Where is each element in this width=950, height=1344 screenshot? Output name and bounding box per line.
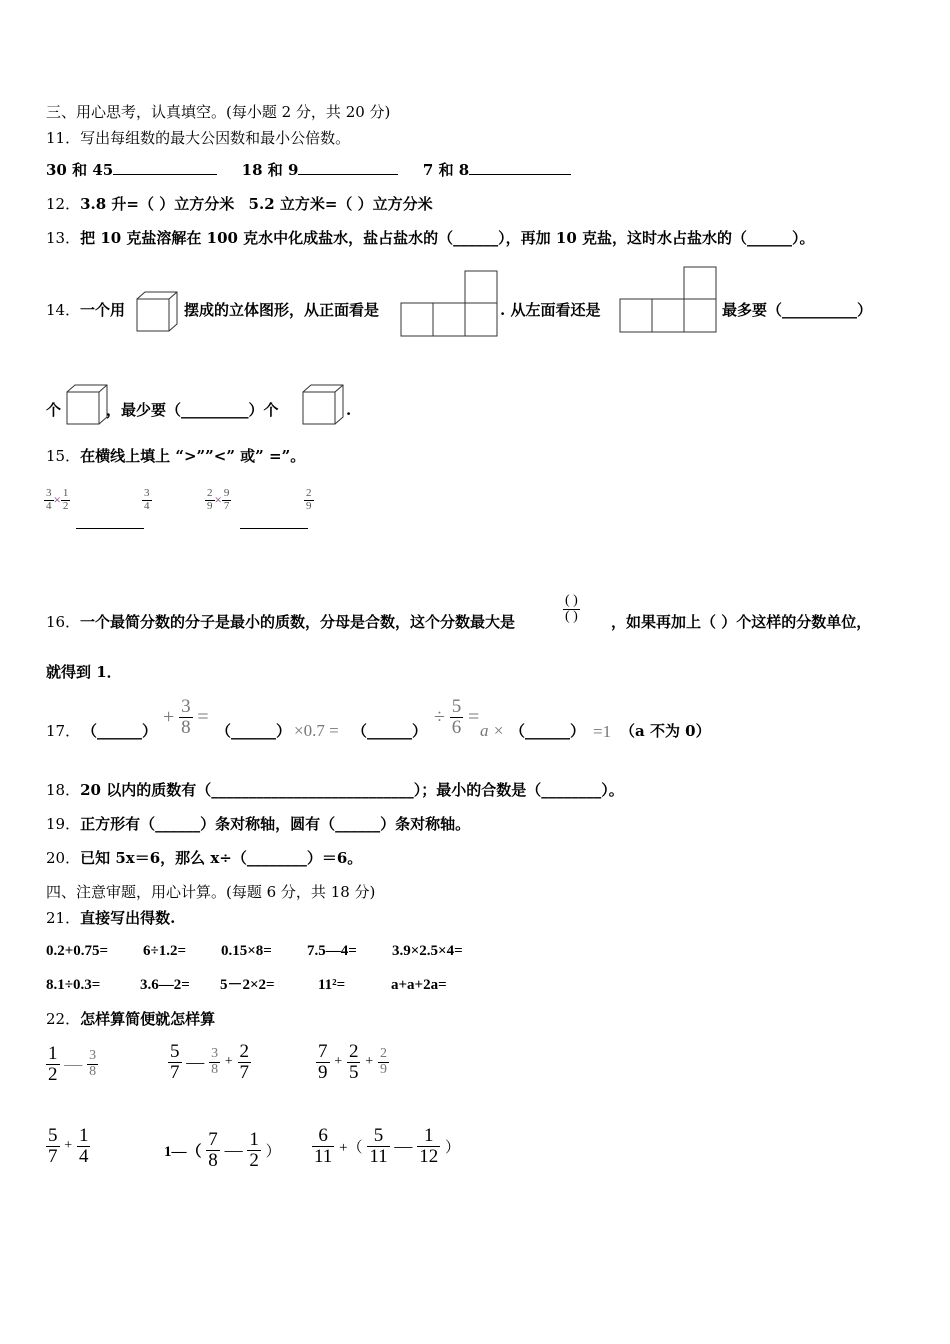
q16-line2: 就得到 1．	[46, 663, 122, 681]
q11-blank1[interactable]	[113, 160, 217, 175]
q12	[46, 194, 433, 214]
q17-blank2[interactable]: （______）	[216, 722, 292, 740]
q15-item1	[44, 488, 70, 512]
q17-blank1[interactable]: （______）	[82, 722, 158, 740]
plus-sign: +	[64, 1138, 73, 1154]
minus-sign: —	[394, 1135, 413, 1156]
fraction: $\frac{2}{9}$	[306, 487, 312, 512]
fraction: $\frac{9}{7}$	[223, 487, 230, 512]
equals-sign: =	[468, 705, 480, 728]
q21-row1-item: 0.2+0.75=	[46, 943, 109, 959]
fraction: $\frac{1}{2}$	[62, 487, 69, 512]
minus-sign: —	[224, 1139, 243, 1160]
fraction: $\frac{3}{8}$	[181, 696, 191, 738]
q14-part2: 摆成的立体图形，从正面看是	[184, 301, 380, 319]
equals-sign: =	[197, 705, 209, 728]
expr6-op1: +（	[339, 1139, 363, 1156]
fraction: $\frac{5}{7}$	[48, 1125, 58, 1167]
q14-part7: .	[346, 401, 352, 419]
divide-sign: ÷	[434, 705, 445, 728]
q22-expr2	[168, 1042, 251, 1083]
cube-icon	[135, 290, 179, 334]
q20-text: 已知 5x＝6，那么 x÷（________）＝6。	[80, 849, 363, 867]
q22-expr1	[46, 1044, 98, 1085]
q16-fraction[interactable]	[563, 594, 580, 624]
q11-number: 11．	[46, 129, 81, 147]
q17-expr1	[163, 697, 209, 738]
q15-blank2[interactable]	[240, 528, 308, 529]
q15-item1-right	[142, 488, 152, 512]
q18-text: 20 以内的质数有（___________________________）；最小的合数是（________）。	[80, 781, 624, 799]
fraction: $\frac{2}{9}$	[379, 1046, 387, 1077]
fraction: $\frac{3}{8}$	[89, 1048, 97, 1079]
q16-part2: ，如果再加上（ ）个这样的分数单位，	[611, 613, 872, 631]
q20-number: 20．	[46, 849, 81, 867]
q13-number: 13．	[46, 229, 81, 247]
q16-number: 16．	[46, 613, 81, 631]
fraction: $\frac{1}{4}$	[78, 1125, 89, 1167]
q22-expr3	[316, 1042, 389, 1083]
q22-text: 怎样算简便就怎样算	[80, 1010, 216, 1028]
fraction: $\frac{5}{11}$	[369, 1125, 388, 1167]
q11-pair3: 7 和 8	[422, 161, 470, 179]
q21-row2-item: 11²=	[318, 977, 346, 993]
q14-part4: 最多要（__________）	[722, 301, 873, 319]
fraction: $\frac{7}{8}$	[208, 1129, 218, 1171]
q14-part1: 一个用	[80, 301, 126, 319]
fraction: $\frac{2}{7}$	[239, 1041, 250, 1083]
q19-number: 19．	[46, 815, 81, 833]
fraction: $\frac{7}{9}$	[318, 1041, 328, 1083]
q21	[46, 908, 175, 928]
section3-heading: 三、用心思考，认真填空。(每小题 2 分，共 20 分)	[46, 103, 391, 121]
expr6-tail: ）	[444, 1139, 460, 1156]
plus-sign: +	[334, 1054, 343, 1070]
left-view-icon	[619, 266, 719, 334]
plus-sign: +	[365, 1054, 374, 1070]
plus-sign: +	[224, 1054, 233, 1070]
fraction: $\frac{6}{11}$	[314, 1125, 333, 1167]
minus-sign: —	[64, 1053, 83, 1074]
q21-row1-item: 3.9×2.5×4=	[392, 943, 463, 959]
q19	[46, 814, 470, 834]
q11-pairs	[46, 160, 571, 180]
q17-times: ×0.7 =	[294, 721, 339, 740]
expr5-tail: ）	[265, 1143, 281, 1160]
q22-expr6	[312, 1126, 460, 1167]
q11-blank2[interactable]	[298, 160, 398, 175]
q18-number: 18．	[46, 781, 81, 799]
q15-number: 15．	[46, 447, 81, 465]
q21-number: 21．	[46, 909, 81, 927]
q17-a-times: a ×	[480, 721, 505, 740]
q21-row2-item: a+a+2a=	[391, 977, 447, 993]
q11-pair2: 18 和 9	[241, 161, 299, 179]
q14-number: 14．	[46, 301, 81, 319]
fraction: $\frac{1}{2}$	[48, 1043, 58, 1085]
fraction: $\frac{3}{4}$	[144, 487, 150, 512]
q21-row1-item: 7.5—4=	[307, 943, 357, 959]
q21-text: 直接写出得数.	[80, 909, 176, 927]
minus-sign: —	[186, 1051, 205, 1072]
q13	[46, 228, 815, 248]
q22-expr4	[46, 1126, 90, 1167]
times-sign: ×	[214, 492, 222, 508]
q14-part3: . 从左面看还是	[500, 301, 601, 319]
q11	[46, 128, 350, 148]
q17-expr2	[434, 697, 479, 738]
fraction: $\frac{3}{4}$	[46, 487, 52, 512]
fraction: $\frac{3}{8}$	[211, 1046, 219, 1077]
q11-text: 写出每组数的最大公因数和最小公倍数。	[80, 129, 351, 147]
q17-number: 17．	[46, 722, 81, 740]
q11-blank3[interactable]	[469, 160, 571, 175]
q21-row1-item: 0.15×8=	[221, 943, 272, 959]
q17-blank3[interactable]: （______）	[352, 722, 428, 740]
q15-item2-right	[304, 488, 314, 512]
q22	[46, 1009, 215, 1029]
q12-number: 12．	[46, 195, 81, 213]
cube-icon	[65, 383, 109, 427]
front-view-icon	[400, 270, 500, 338]
q22-expr5	[164, 1130, 281, 1171]
fraction: $\frac{1}{12}$	[419, 1125, 439, 1167]
q14-part5: 个	[46, 401, 62, 419]
expr5-lead: 1—（	[164, 1143, 202, 1160]
q14-part6: ，最少要（_________）个	[106, 401, 279, 419]
q11-pair1: 30 和 45	[46, 161, 114, 179]
q21-row2-item: 5－2×2=	[220, 977, 275, 993]
q15	[46, 446, 305, 466]
q16-frac-den: ( )	[565, 608, 578, 624]
plus-sign: +	[163, 705, 175, 728]
q15-item2	[205, 488, 231, 512]
q12-part2: 5.2 立方米=（ ）立方分米	[248, 195, 433, 213]
q15-text: 在横线上填上 “>””<” 或” =”。	[80, 447, 306, 465]
q16-part1: 一个最简分数的分子是最小的质数，分母是合数，这个分数最大是	[80, 613, 516, 631]
fraction: $\frac{2}{5}$	[348, 1041, 359, 1083]
q15-blank1[interactable]	[76, 528, 144, 529]
q22-number: 22．	[46, 1010, 81, 1028]
q21-row2-item: 8.1÷0.3=	[46, 977, 101, 993]
q12-part1: 3.8 升=（ ）立方分米	[80, 195, 235, 213]
fraction: $\frac{5}{6}$	[451, 696, 462, 738]
q18	[46, 780, 624, 800]
fraction: $\frac{2}{9}$	[207, 487, 213, 512]
fraction: $\frac{1}{2}$	[249, 1129, 259, 1171]
q20	[46, 848, 362, 868]
q21-row2-item: 3.6—2=	[140, 977, 190, 993]
q17-blank4[interactable]: （______）	[510, 722, 586, 740]
times-sign: ×	[53, 492, 61, 508]
cube-icon	[301, 383, 345, 427]
q21-row1-item: 6÷1.2=	[143, 943, 187, 959]
fraction: $\frac{5}{7}$	[170, 1041, 180, 1083]
q17-eq3: =1	[593, 722, 612, 741]
q16-frac-num: ( )	[565, 593, 578, 608]
q17-note: （a 不为 0）	[620, 722, 711, 740]
section4-heading: 四、注意审题，用心计算。(每题 6 分，共 18 分)	[46, 883, 376, 901]
q19-text: 正方形有（______）条对称轴，圆有（______）条对称轴。	[80, 815, 471, 833]
q13-text: 把 10 克盐溶解在 100 克水中化成盐水，盐占盐水的（______），再加 10 克盐，这时水占盐水的（______）。	[80, 229, 815, 247]
